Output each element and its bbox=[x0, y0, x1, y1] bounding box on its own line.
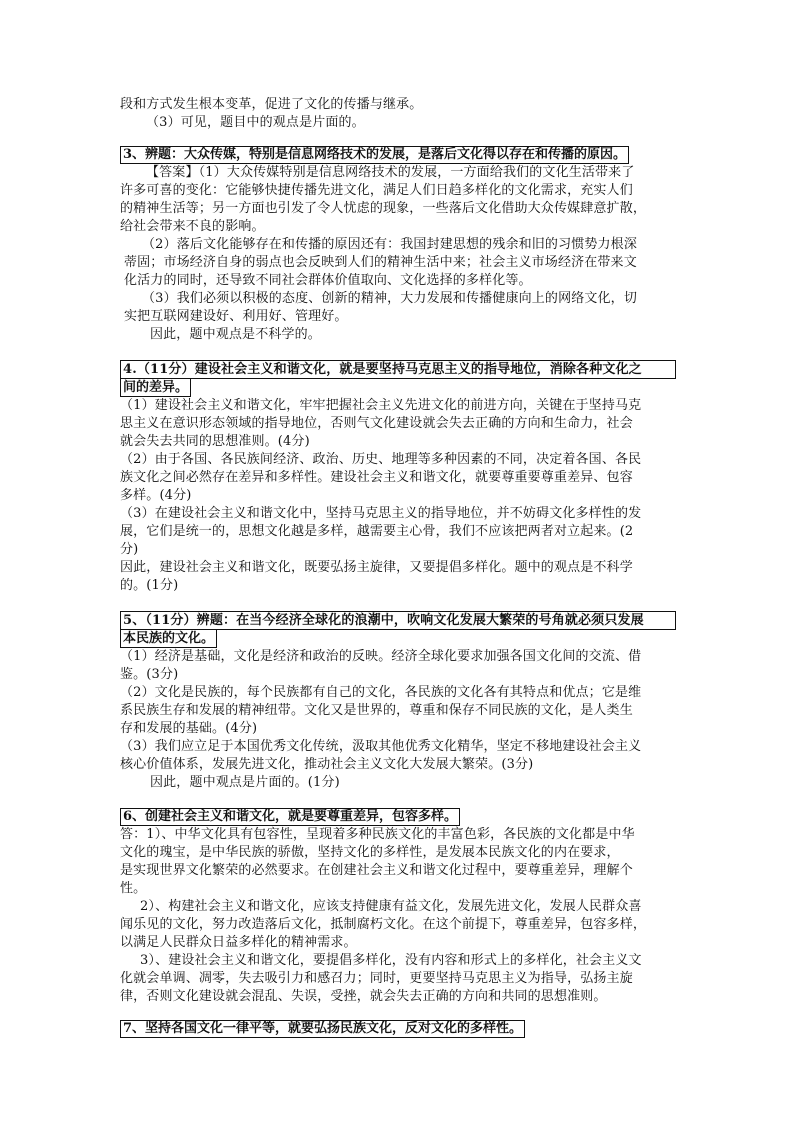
answer-line: 多样。(4分) bbox=[120, 488, 192, 503]
answer-line: 鉴。(3分) bbox=[120, 667, 179, 682]
answer-line: 思主义在意识形态领域的指导地位，否则气文化建设就会失去正确的方向和生命力，社会 bbox=[120, 416, 633, 431]
answer-line: 性。 bbox=[120, 881, 147, 896]
question-4-prompt-line-1: 4.（11分）建设社会主义和谐文化，就是要坚持马克思主义的指导地位，消除各种文化之 bbox=[123, 362, 642, 377]
answer-line: 因此，建设社会主义和谐文化，既要弘扬主旋律，又要提倡多样化。题中的观点是不科学 bbox=[120, 560, 633, 575]
question-3 bbox=[120, 146, 678, 344]
answer-line: 3）、建设社会主义和谐文化，要提倡多样化，没有内容和形式上的多样化，社会主义文 bbox=[140, 953, 642, 968]
question-6 bbox=[120, 808, 678, 1006]
question-3-prompt: 3、辨题：大众传媒，特别是信息网络技术的发展，是落后文化得以存在和传播的原因。 bbox=[120, 146, 629, 164]
answer-line: 分) bbox=[120, 542, 139, 557]
question-7-prompt: 7、坚持各国文化一律平等，就要弘扬民族文化，反对文化的多样性。 bbox=[120, 1020, 525, 1038]
answer-line: 给社会带来不良的影响。 bbox=[120, 219, 265, 234]
answer-line: 核心价值体系，发展先进文化，推动社会主义文化大发展大繁荣。(3分) bbox=[120, 757, 534, 772]
answer-line: 文化的瑰宝，是中华民族的骄傲，坚持文化的多样性，是发展本民族文化的内在要求， bbox=[120, 845, 620, 860]
question-5-prompt-line-1: 5、（11分）辨题：在当今经济全球化的浪潮中，吹响文化发展大繁荣的号角就必须只发展 bbox=[123, 613, 644, 628]
answer-line: 的精神生活等；另一方面也引发了令人忧虑的现象，一些落后文化借助大众传媒肆意扩散， bbox=[120, 201, 647, 216]
question-7 bbox=[120, 1020, 678, 1038]
answer-line: 以满足人民群众日益多样化的精神需求。 bbox=[120, 935, 357, 950]
answer-line: 律，否则文化建设就会混乱、失误，受挫，就会失去正确的方向和共同的思想准则。 bbox=[120, 989, 607, 1004]
answer-line: （2）落后文化能够存在和传播的原因还有：我国封建思想的残余和旧的习惯势力根深 bbox=[142, 237, 637, 252]
answer-line: （2）由于各国、各民族间经济、政治、历史、地理等多种因素的不同，决定着各国、各民 bbox=[120, 452, 642, 467]
answer-line: （3）我们应立足于本国优秀文化传统，汲取其他优秀文化精华，坚定不移地建设社会主义 bbox=[120, 739, 642, 754]
answer-line: 【答案】（1）大众传媒特别是信息网络技术的发展，一方面给我们的文化生活带来了 bbox=[146, 165, 635, 180]
answer-line: 存和发展的基础。(4分) bbox=[120, 721, 258, 736]
answer-line: （3）在建设社会主义和谐文化中，坚持马克思主义的指导地位，并不妨碍文化多样性的发 bbox=[120, 506, 642, 521]
answer-line: （3）我们必须以积极的态度、创新的精神，大力发展和传播健康向上的网络文化，切 bbox=[142, 291, 637, 306]
answer-line: （1）经济是基础，文化是经济和政治的反映。经济全球化要求加强各国文化间的交流、借 bbox=[120, 649, 642, 664]
answer-line: 2）、构建社会主义和谐文化，应该支持健康有益文化，发展先进文化，发展人民群众喜 bbox=[140, 899, 642, 914]
intro-line-2: （3）可见，题目中的观点是片面的。 bbox=[146, 115, 365, 130]
answer-line: 的。(1分) bbox=[120, 578, 179, 593]
answer-line: 闻乐见的文化，努力改造落后文化，抵制腐朽文化。在这个前提下，尊重差异，包容多样， bbox=[120, 917, 647, 932]
question-5-prompt bbox=[120, 611, 676, 630]
question-6-prompt: 6、创建社会主义和谐文化，就是要尊重差异，包容多样。 bbox=[120, 808, 460, 826]
question-5 bbox=[120, 611, 678, 792]
question-4-prompt bbox=[120, 360, 676, 379]
answer-line: 化就会单调、凋零，失去吸引力和感召力；同时，更要坚持马克思主义为指导，弘扬主旋 bbox=[120, 971, 633, 986]
answer-line: 因此，题中观点是片面的。(1分) bbox=[150, 775, 340, 790]
answer-line: 是实现世界文化繁荣的必然要求。在创建社会主义和谐文化过程中，要尊重差异，理解个 bbox=[120, 863, 633, 878]
question-4-prompt-line-2: 间的差异。 bbox=[120, 379, 191, 397]
answer-line: 许多可喜的变化：它能够快捷传播先进文化，满足人们日趋多样化的文化需求，充实人们 bbox=[120, 183, 633, 198]
answer-line: 蒂固；市场经济自身的弱点也会反映到人们的精神生活中来；社会主义市场经济在带来文 bbox=[124, 255, 637, 270]
answer-line: （2）文化是民族的，每个民族都有自己的文化，各民族的文化各有其特点和优点；它是维 bbox=[120, 685, 642, 700]
answer-line: 因此，题中观点是不科学的。 bbox=[150, 327, 321, 342]
question-4 bbox=[120, 360, 678, 595]
answer-line: 展，它们是统一的，思想文化越是多样，越需要主心骨，我们不应该把两者对立起来。(2 bbox=[120, 524, 634, 539]
question-5-prompt-line-2: 本民族的文化。 bbox=[120, 630, 217, 648]
answer-line: 族文化之间必然存在差异和多样性。建设社会主义和谐文化，就要尊重要尊重差异、包容 bbox=[120, 470, 633, 485]
answer-line: 系民族生存和发展的精神纽带。文化又是世界的，尊重和保存不同民族的文化，是人类生 bbox=[120, 703, 633, 718]
answer-line: （1）建设社会主义和谐文化，牢牢把握社会主义先进文化的前进方向，关键在于坚持马克 bbox=[120, 398, 642, 413]
answer-line: 答：1）、中华文化具有包容性，呈现着多种民族文化的丰富色彩，各民族的文化都是中华 bbox=[120, 827, 635, 842]
answer-line: 实把互联网建设好、利用好、管理好。 bbox=[124, 309, 348, 324]
answer-line: 化活力的同时，还导致不同社会群体价值取向、文化选择的多样化等。 bbox=[124, 273, 532, 288]
intro-line-1: 段和方式发生根本变革，促进了文化的传播与继承。 bbox=[120, 97, 423, 112]
document-page bbox=[120, 96, 678, 1038]
answer-line: 就会失去共同的思想准则。(4分) bbox=[120, 434, 310, 449]
